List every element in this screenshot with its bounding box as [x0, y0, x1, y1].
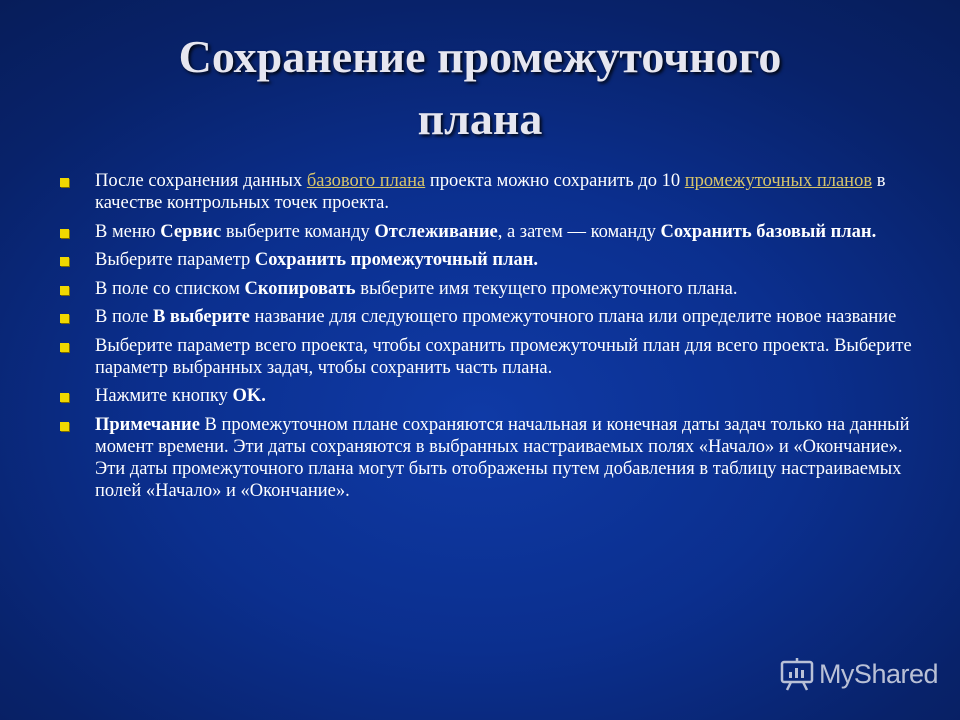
bullet-bold-text: В выберите [152, 307, 250, 327]
bullet-square-icon [60, 257, 69, 266]
note-label: Примечание [95, 414, 200, 435]
bullet-text: в качестве контрольных точек проекта. [95, 171, 886, 213]
bullet-bold-text: Сохранить базовый план. [660, 221, 877, 242]
slide-title-line-2: плана [417, 93, 543, 144]
bullet-item [60, 335, 920, 379]
slide-title-line-1: Сохранение промежуточного [178, 31, 782, 82]
bullet-square-icon [60, 422, 69, 431]
note-text: В промежуточном плане сохраняются начальная и конечная даты задач только на данный момент времени. Эти даты сохраняются в выбранных настраиваемых полях «Начало» и «Окончание». Эти даты промежуточного плана могут быть отображены путем добавления в таблицу настраиваемых полей «Начало» и «Окончание». [95, 414, 910, 501]
bullet-square-icon [60, 343, 69, 352]
bullet-square-icon [60, 393, 69, 402]
bullet-square-icon [60, 286, 69, 295]
bullet-bold-text: Сервис [160, 221, 222, 242]
bullet-text: Выберите параметр [95, 250, 255, 270]
bullet-item [60, 249, 920, 271]
presentation-board-icon [779, 656, 815, 692]
bullet-item [60, 306, 920, 328]
slide-title [60, 26, 900, 150]
bullet-list [60, 170, 920, 508]
bullet-text: , а затем — команду [497, 221, 661, 242]
bullet-text: Выберите параметр всего проекта, чтобы сохранить промежуточный план для всего проекта. Выберите параметр выбранных задач, чтобы сохранить часть плана. [95, 335, 912, 378]
bullet-bold-text: Отслеживание [374, 221, 498, 242]
bullet-text: выберите имя текущего промежуточного плана. [355, 278, 738, 299]
watermark [779, 656, 938, 692]
bullet-item [60, 221, 920, 243]
bullet-text: В поле [95, 307, 153, 327]
bullet-square-icon [60, 229, 69, 238]
baseline-plan-link[interactable]: базового плана [306, 171, 426, 191]
bullet-item [60, 278, 920, 300]
bullet-text: В меню [95, 221, 161, 242]
bullet-item [60, 170, 920, 214]
bullet-bold-text: Скопировать [244, 278, 356, 299]
bullet-text: Нажмите кнопку [95, 386, 233, 406]
bullet-text: После сохранения данных [95, 171, 307, 191]
bullet-text: В поле со списком [95, 278, 245, 299]
bullet-text: проекта можно сохранить до 10 [425, 171, 685, 191]
interim-plans-link[interactable]: промежуточных планов [684, 171, 873, 191]
bullet-text: выберите команду [221, 221, 375, 242]
bullet-square-icon [60, 178, 69, 187]
bullet-square-icon [60, 314, 69, 323]
bullet-item [60, 414, 920, 502]
bullet-text: название для следующего промежуточного плана или определите новое название [249, 307, 897, 327]
bullet-item [60, 385, 920, 407]
bullet-bold-text: Сохранить промежуточный план. [254, 250, 538, 270]
bullet-bold-text: OK. [232, 386, 266, 406]
watermark-text: MyShared [818, 658, 938, 689]
